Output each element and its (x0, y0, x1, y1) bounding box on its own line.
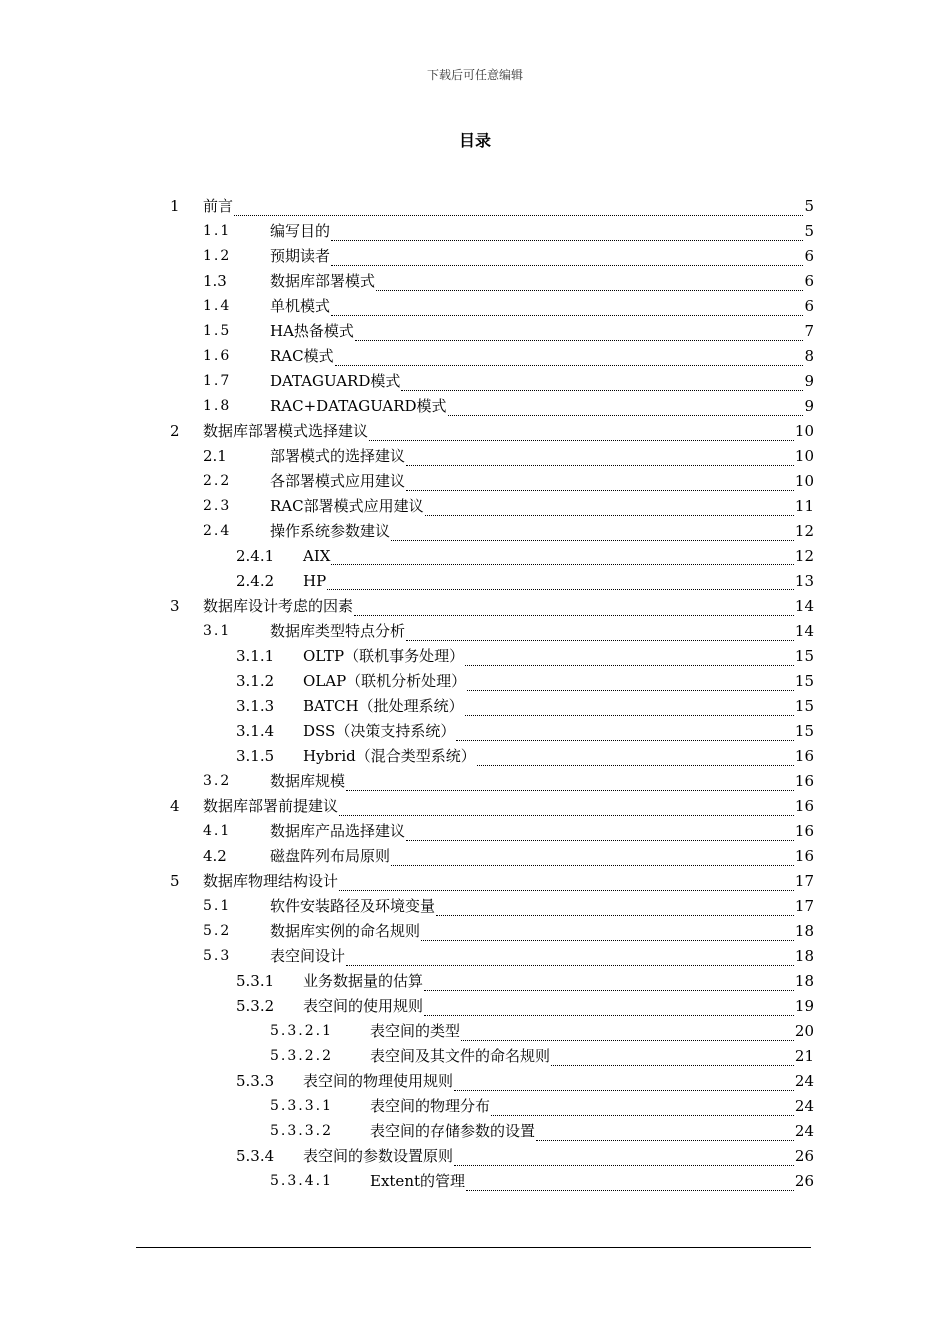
toc-entry-page: 6 (804, 296, 814, 315)
toc-entry-number: 5.2 (203, 922, 232, 939)
toc-entry-page: 9 (804, 396, 814, 415)
toc-entry-number: 5 (170, 871, 180, 890)
toc-entry-number: 3.1.4 (236, 721, 275, 740)
toc-entry-number: 2 (170, 421, 180, 440)
toc-leader-dots (467, 685, 794, 691)
toc-entry[interactable] (0, 818, 814, 843)
toc-entry[interactable] (0, 493, 814, 518)
toc-entry-number: 1.7 (203, 372, 232, 389)
toc-entry-page: 17 (794, 896, 814, 915)
toc-entry-page: 9 (804, 371, 814, 390)
toc-entry[interactable] (0, 343, 814, 368)
toc-entry-page: 24 (794, 1121, 814, 1140)
toc-leader-dots (536, 1135, 794, 1141)
toc-entry-title: Extent的管理 (370, 1172, 466, 1190)
toc-entry-number: 5.3.3.1 (270, 1097, 333, 1114)
toc-entry-number: 4.1 (203, 822, 232, 839)
toc-entry-page: 18 (794, 971, 814, 990)
toc-entry-title: HA热备模式 (270, 322, 354, 340)
toc-leader-dots (401, 385, 803, 391)
toc-entry-number: 1.4 (203, 297, 232, 314)
toc-entry[interactable] (0, 643, 814, 668)
toc-entry-title: 数据库规模 (270, 772, 346, 790)
toc-entry-title: 数据库设计考虑的因素 (203, 597, 354, 615)
toc-entry-page: 26 (794, 1171, 814, 1190)
toc-entry[interactable] (0, 1043, 814, 1068)
toc-entry-title: HP (303, 571, 327, 590)
toc-entry-number: 5.3.4.1 (270, 1172, 333, 1189)
toc-entry[interactable] (0, 268, 814, 293)
toc-entry[interactable] (0, 568, 814, 593)
toc-entry[interactable] (0, 993, 814, 1018)
toc-entry-page: 24 (794, 1071, 814, 1090)
toc-entry-number: 2.4 (203, 522, 232, 539)
toc-leader-dots (406, 635, 794, 641)
toc-entry-page: 18 (794, 921, 814, 940)
toc-entry-title: 数据库物理结构设计 (203, 872, 339, 890)
toc-entry[interactable] (0, 1018, 814, 1043)
toc-entry-number: 5.1 (203, 897, 232, 914)
toc-entry-page: 12 (794, 546, 814, 565)
toc-entry-page: 24 (794, 1096, 814, 1115)
toc-entry[interactable] (0, 418, 814, 443)
toc-entry-number: 3.1.2 (236, 671, 275, 690)
toc-entry-title: 表空间设计 (270, 947, 346, 965)
toc-entry[interactable] (0, 243, 814, 268)
toc-entry-title: 预期读者 (270, 247, 331, 265)
toc-entry-title: AIX (303, 546, 331, 565)
toc-entry-title: 各部署模式应用建议 (270, 472, 406, 490)
toc-entry-number: 3.2 (203, 772, 232, 789)
toc-leader-dots (477, 760, 794, 766)
toc-entry-number: 5.3.3 (236, 1071, 275, 1090)
toc-entry-title: 前言 (203, 197, 234, 215)
toc-entry-number: 5.3.2 (236, 996, 275, 1015)
toc-entry-page: 17 (794, 871, 814, 890)
toc-leader-dots (421, 935, 794, 941)
toc-entry-page: 19 (794, 996, 814, 1015)
toc-entry-title: 表空间的使用规则 (303, 997, 424, 1015)
toc-entry-number: 1.3 (203, 271, 227, 290)
toc-leader-dots (406, 485, 794, 491)
toc-leader-dots (346, 960, 794, 966)
toc-entry[interactable] (0, 543, 814, 568)
toc-entry[interactable] (0, 743, 814, 768)
toc-entry[interactable] (0, 393, 814, 418)
toc-leader-dots (465, 660, 794, 666)
toc-entry-title: 操作系统参数建议 (270, 522, 391, 540)
toc-leader-dots (331, 310, 803, 316)
toc-entry-title: RAC部署模式应用建议 (270, 497, 424, 515)
toc-leader-dots (491, 1110, 794, 1116)
toc-entry-number: 3.1.3 (236, 696, 275, 715)
toc-leader-dots (331, 559, 793, 565)
toc-leader-dots (339, 810, 794, 816)
toc-entry-page: 10 (794, 421, 814, 440)
toc-entry[interactable] (0, 1068, 814, 1093)
toc-entry-title: RAC+DATAGUARD模式 (270, 397, 447, 415)
toc-entry[interactable] (0, 218, 814, 243)
toc-entry-title: 编写目的 (270, 222, 331, 240)
toc-entry-page: 7 (804, 321, 814, 340)
toc-leader-dots (327, 584, 794, 590)
toc-leader-dots (425, 510, 794, 516)
toc-entry-title: 磁盘阵列布局原则 (270, 847, 391, 865)
toc-entry-page: 10 (794, 446, 814, 465)
toc-entry[interactable] (0, 318, 814, 343)
toc-entry[interactable] (0, 618, 814, 643)
toc-entry[interactable] (0, 1118, 814, 1143)
toc-entry-title: 软件安装路径及环境变量 (270, 897, 436, 915)
toc-entry[interactable] (0, 1143, 814, 1168)
toc-leader-dots (424, 985, 794, 991)
toc-entry-number: 5.3.1 (236, 971, 275, 990)
toc-leader-dots (376, 285, 803, 291)
toc-entry-page: 20 (794, 1021, 814, 1040)
toc-entry-number: 5.3.3.2 (270, 1122, 333, 1139)
toc-leader-dots (456, 735, 794, 741)
toc-entry[interactable] (0, 793, 814, 818)
toc-entry-title: 数据库类型特点分析 (270, 622, 406, 640)
toc-leader-dots (448, 410, 804, 416)
toc-leader-dots (391, 535, 794, 541)
toc-entry[interactable] (0, 518, 814, 543)
toc-leader-dots (465, 710, 794, 716)
toc-entry-number: 1.6 (203, 347, 232, 364)
toc-entry-number: 3 (170, 596, 180, 615)
toc-entry-number: 3.1.5 (236, 746, 275, 765)
toc-entry-title: RAC模式 (270, 347, 334, 365)
toc-entry-title: 业务数据量的估算 (303, 972, 424, 990)
toc-entry-title: 表空间及其文件的命名规则 (370, 1047, 551, 1065)
toc-entry-page: 5 (804, 221, 814, 240)
toc-entry[interactable] (0, 868, 814, 893)
toc-entry-page: 15 (794, 696, 814, 715)
toc-leader-dots (406, 835, 794, 841)
toc-entry-number: 2.4.1 (236, 546, 275, 565)
toc-leader-dots (551, 1060, 794, 1066)
toc-entry-page: 15 (794, 646, 814, 665)
toc-entry-title: 表空间的物理使用规则 (303, 1072, 454, 1090)
toc-entry-number: 1.8 (203, 397, 232, 414)
toc-entry-number: 2.4.2 (236, 571, 275, 590)
toc-entry-page: 10 (794, 471, 814, 490)
toc-entry-page: 18 (794, 946, 814, 965)
toc-entry[interactable] (0, 893, 814, 918)
toc-entry-title: BATCH（批处理系统） (303, 697, 464, 715)
toc-leader-dots (391, 860, 794, 866)
toc-entry-page: 6 (804, 246, 814, 265)
toc-leader-dots (454, 1085, 794, 1091)
toc-entry-page: 16 (794, 821, 814, 840)
toc-leader-dots (339, 885, 794, 891)
toc-entry-number: 5.3 (203, 947, 232, 964)
toc-entry-page: 16 (794, 796, 814, 815)
toc-entry[interactable] (0, 368, 814, 393)
toc-entry[interactable] (0, 293, 814, 318)
toc-entry-number: 5.3.2.2 (270, 1047, 333, 1064)
toc-entry-number: 4.2 (203, 846, 227, 865)
toc-leader-dots (436, 910, 794, 916)
page-title: 目录 (458, 131, 491, 150)
toc-entry-page: 16 (794, 746, 814, 765)
toc-entry-page: 16 (794, 771, 814, 790)
toc-entry[interactable] (0, 1093, 814, 1118)
toc-entry-number: 5.3.4 (236, 1146, 275, 1165)
toc-entry-title: DSS（决策支持系统） (303, 722, 456, 740)
toc-entry-title: 单机模式 (270, 297, 331, 315)
footer-divider (136, 1247, 811, 1248)
toc-entry-title: OLAP（联机分析处理） (303, 672, 467, 690)
toc-leader-dots (461, 1035, 794, 1041)
table-of-contents (0, 193, 950, 1193)
toc-entry-page: 26 (794, 1146, 814, 1165)
toc-entry-page: 15 (794, 721, 814, 740)
toc-entry[interactable] (0, 768, 814, 793)
toc-entry-number: 2.1 (203, 446, 227, 465)
toc-entry-number: 1 (170, 196, 180, 215)
toc-entry-page: 14 (794, 621, 814, 640)
toc-entry[interactable] (0, 843, 814, 868)
toc-entry-page: 14 (794, 596, 814, 615)
toc-entry[interactable] (0, 718, 814, 743)
toc-leader-dots (354, 610, 794, 616)
toc-entry[interactable] (0, 968, 814, 993)
toc-entry-title: 数据库产品选择建议 (270, 822, 406, 840)
toc-leader-dots (454, 1160, 794, 1166)
toc-leader-dots (406, 460, 794, 466)
toc-entry-number: 1.2 (203, 247, 232, 264)
toc-entry-number: 2.3 (203, 497, 232, 514)
toc-entry-page: 8 (804, 346, 814, 365)
toc-entry-number: 1.5 (203, 322, 232, 339)
toc-entry-page: 6 (804, 271, 814, 290)
toc-entry[interactable] (0, 1168, 814, 1193)
toc-leader-dots (369, 435, 794, 441)
toc-leader-dots (331, 260, 803, 266)
toc-entry-title: 表空间的参数设置原则 (303, 1147, 454, 1165)
toc-entry-number: 5.3.2.1 (270, 1022, 333, 1039)
toc-entry-page: 16 (794, 846, 814, 865)
toc-entry-title: DATAGUARD模式 (270, 372, 401, 390)
header-note: 下载后可任意编辑 (426, 68, 523, 82)
toc-leader-dots (331, 235, 803, 241)
toc-entry-page: 13 (794, 571, 814, 590)
toc-entry[interactable] (0, 443, 814, 468)
toc-entry-title: 表空间的存储参数的设置 (370, 1122, 536, 1140)
toc-leader-dots (234, 210, 803, 216)
toc-entry-title: 数据库实例的命名规则 (270, 922, 421, 940)
toc-leader-dots (335, 360, 804, 366)
toc-entry-number: 3.1.1 (236, 646, 275, 665)
toc-entry[interactable] (0, 943, 814, 968)
toc-leader-dots (346, 785, 794, 791)
toc-leader-dots (424, 1010, 794, 1016)
toc-entry[interactable] (0, 668, 814, 693)
toc-entry[interactable] (0, 468, 814, 493)
toc-entry-title: 表空间的物理分布 (370, 1097, 491, 1115)
toc-entry[interactable] (0, 918, 814, 943)
toc-leader-dots (355, 335, 804, 341)
toc-entry-page: 21 (794, 1046, 814, 1065)
toc-entry-number: 2.2 (203, 472, 232, 489)
toc-entry-title: 表空间的类型 (370, 1022, 461, 1040)
toc-entry-page: 5 (804, 196, 814, 215)
toc-entry[interactable] (0, 693, 814, 718)
toc-entry-number: 1.1 (203, 222, 232, 239)
toc-entry-title: 数据库部署模式选择建议 (203, 422, 369, 440)
toc-entry[interactable] (0, 193, 814, 218)
toc-entry[interactable] (0, 593, 814, 618)
toc-entry-number: 4 (170, 796, 180, 815)
toc-entry-title: 数据库部署前提建议 (203, 797, 339, 815)
toc-entry-number: 3.1 (203, 622, 232, 639)
toc-entry-page: 12 (794, 521, 814, 540)
toc-entry-title: 部署模式的选择建议 (270, 447, 406, 465)
toc-entry-page: 11 (794, 496, 814, 515)
toc-leader-dots (466, 1185, 794, 1191)
toc-entry-title: Hybrid（混合类型系统） (303, 747, 476, 765)
toc-entry-title: OLTP（联机事务处理） (303, 647, 465, 665)
toc-entry-page: 15 (794, 671, 814, 690)
toc-entry-title: 数据库部署模式 (270, 272, 376, 290)
